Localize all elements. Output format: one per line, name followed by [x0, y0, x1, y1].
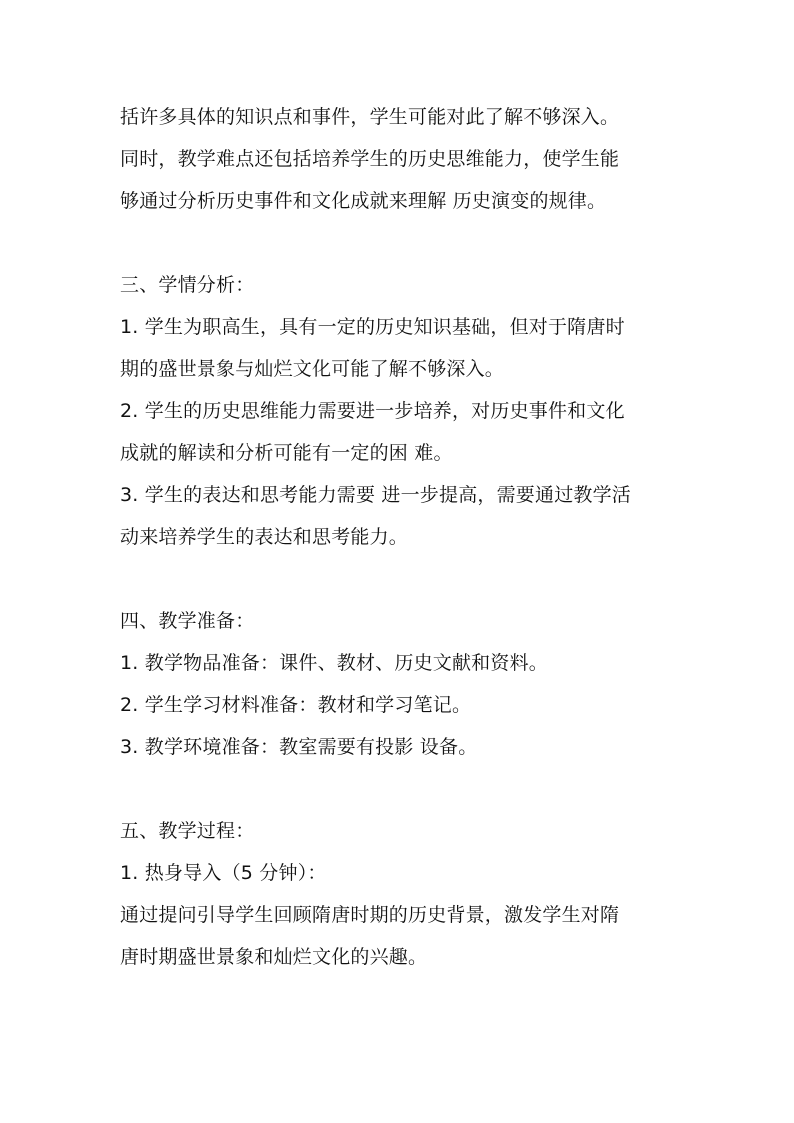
list-item-line: 1. 教学物品准备：课件、教材、历史文献和资料。: [120, 652, 548, 674]
section-heading-teaching-preparation: 四、教学准备：: [120, 610, 255, 632]
blank-line: [120, 558, 700, 600]
list-item-line: 3. 学生的表达和思考能力需要 进一步提高，需要通过教学活: [120, 484, 632, 506]
blank-line: [120, 222, 700, 264]
paragraph-line: 唐时期盛世景象和灿烂文化的兴趣。: [120, 946, 428, 968]
paragraph-line: 够通过分析历史事件和文化成就来理解 历史演变的规律。: [120, 190, 607, 212]
list-item-line: 1. 热身导入（5 分钟）：: [120, 862, 327, 884]
list-item-line: 2. 学生的历史思维能力需要进一步培养，对历史事件和文化: [120, 400, 625, 422]
list-item-line: 动来培养学生的表达和思考能力。: [120, 526, 409, 548]
section-heading-teaching-process: 五、教学过程：: [120, 820, 255, 842]
paragraph-line: 通过提问引导学生回顾隋唐时期的历史背景，激发学生对隋: [120, 904, 620, 926]
section-heading-learner-analysis: 三、学情分析：: [120, 274, 255, 296]
paragraph-line: 同时，教学难点还包括培养学生的历史思维能力，使学生能: [120, 148, 620, 170]
list-item-line: 2. 学生学习材料准备：教材和学习笔记。: [120, 694, 472, 716]
list-item-line: 期的盛世景象与灿烂文化可能了解不够深入。: [120, 358, 505, 380]
paragraph-line: 括许多具体的知识点和事件，学生可能对此了解不够深入。: [120, 106, 620, 128]
document-body: [120, 96, 700, 978]
list-item-line: 成就的解读和分析可能有一定的困 难。: [120, 442, 453, 464]
list-item-line: 3. 教学环境准备：教室需要有投影 设备。: [120, 736, 478, 758]
list-item-line: 1. 学生为职高生，具有一定的历史知识基础，但对于隋唐时: [120, 316, 625, 338]
blank-line: [120, 768, 700, 810]
